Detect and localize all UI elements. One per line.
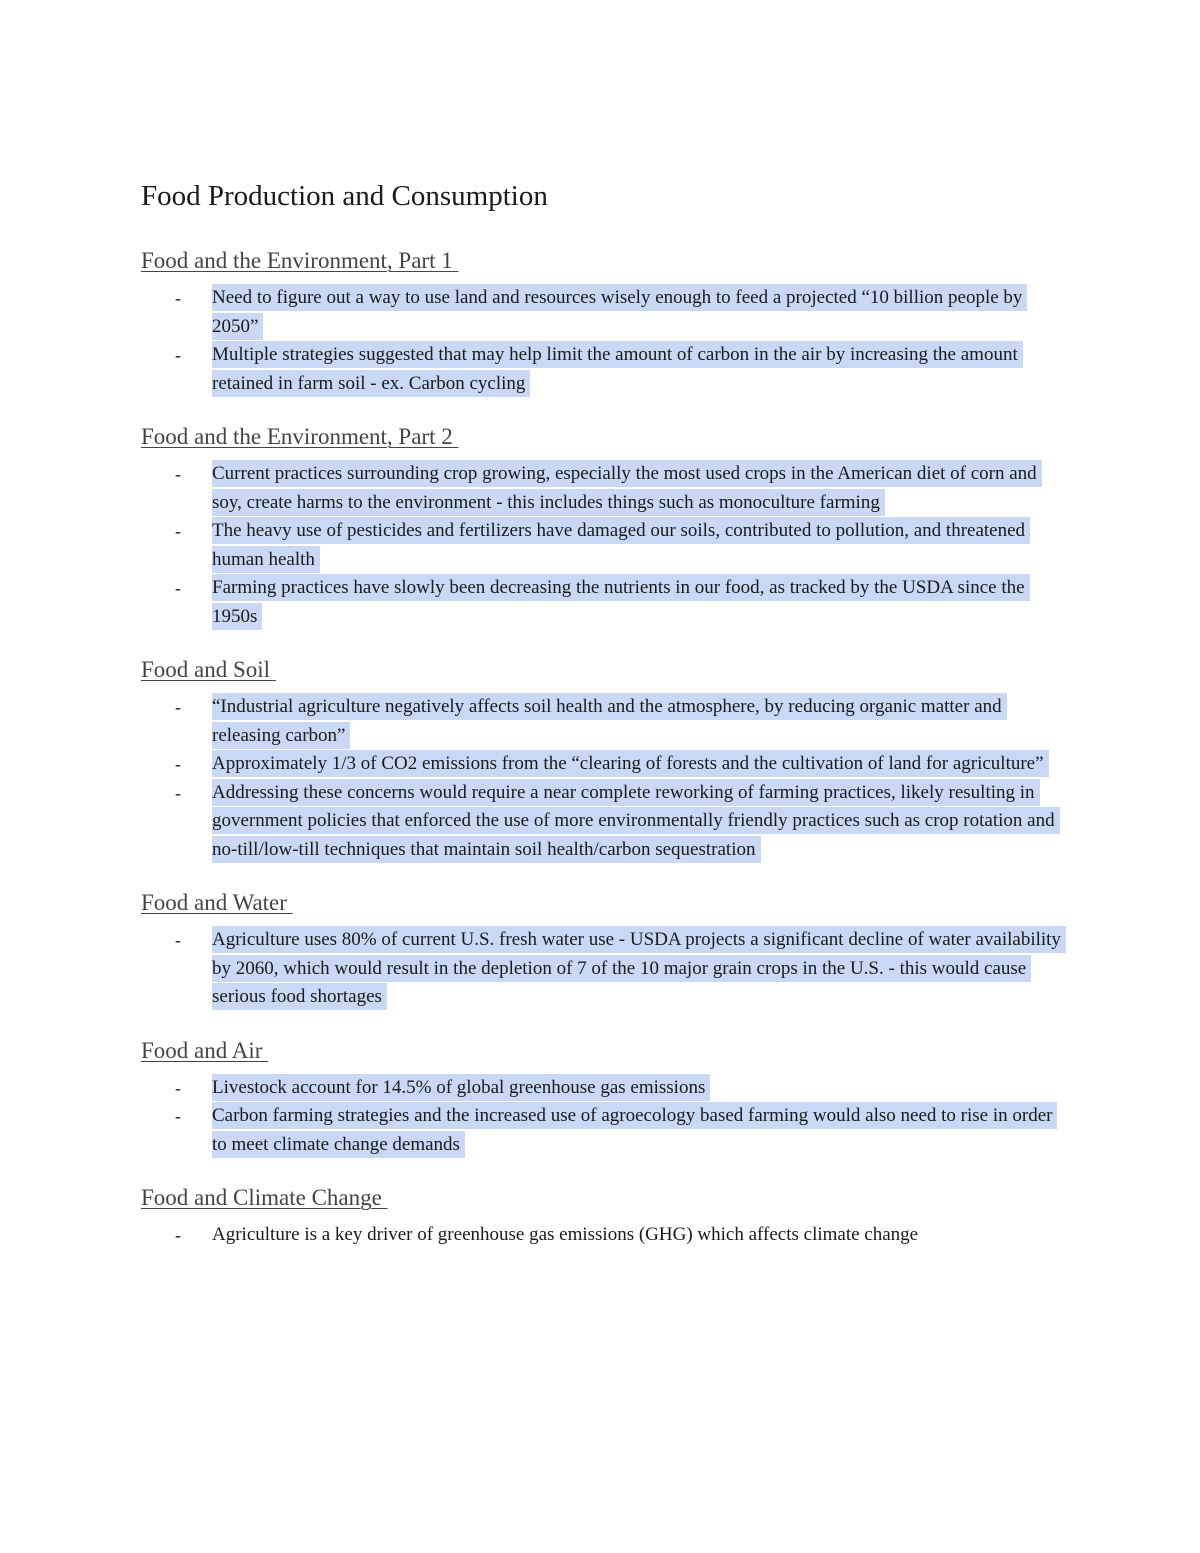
highlighted-text[interactable]: Multiple strategies suggested that may help limit the amount of carbon in the air by increasing the amount retained in farm soil - ex. Carbon cycling bbox=[212, 341, 1023, 397]
bullet-list bbox=[141, 460, 1071, 631]
section-heading: Food and Water bbox=[141, 890, 293, 915]
list-item bbox=[141, 517, 1071, 574]
dash-bullet-icon: - bbox=[175, 345, 181, 365]
section-heading: Food and Climate Change bbox=[141, 1185, 388, 1210]
section-food-and-climate-change bbox=[141, 1183, 1071, 1250]
bullet-text[interactable]: Agriculture is a key driver of greenhouse gas emissions (GHG) which affects climate change bbox=[212, 1224, 919, 1245]
section-food-and-soil bbox=[141, 655, 1071, 864]
document-title: Food Production and Consumption bbox=[141, 180, 548, 212]
section-heading: Food and the Environment, Part 1 bbox=[141, 248, 459, 273]
highlighted-text[interactable]: “Industrial agriculture negatively affects soil health and the atmosphere, by reducing organic matter and releasing carbon” bbox=[212, 693, 1007, 749]
dash-bullet-icon: - bbox=[175, 930, 181, 950]
section-environment-part-1 bbox=[141, 246, 1071, 398]
section-food-and-water bbox=[141, 888, 1071, 1012]
bullet-list bbox=[141, 693, 1071, 864]
highlighted-text[interactable]: Need to figure out a way to use land and resources wisely enough to feed a projected “10 billion people by 2050” bbox=[212, 284, 1027, 340]
dash-bullet-icon: - bbox=[175, 1106, 181, 1126]
dash-bullet-icon: - bbox=[175, 578, 181, 598]
section-food-and-air bbox=[141, 1036, 1071, 1160]
list-item bbox=[141, 574, 1071, 631]
list-item bbox=[141, 1074, 1071, 1103]
list-item bbox=[141, 1102, 1071, 1159]
list-item bbox=[141, 460, 1071, 517]
highlighted-text[interactable]: Farming practices have slowly been decreasing the nutrients in our food, as tracked by the USDA since the 1950s bbox=[212, 574, 1030, 630]
highlighted-text[interactable]: Addressing these concerns would require a near complete reworking of farming practices, likely resulting in government policies that enforced the use of more environmentally friendly practices such as crop rotation and no-till/low-till techniques that maintain soil health/carbon sequestration bbox=[212, 779, 1060, 863]
section-heading: Food and Air bbox=[141, 1037, 269, 1063]
list-item bbox=[141, 284, 1071, 341]
list-item bbox=[141, 341, 1071, 398]
dash-bullet-icon: - bbox=[175, 288, 181, 308]
dash-bullet-icon: - bbox=[175, 754, 181, 774]
list-item bbox=[141, 693, 1071, 750]
bullet-list bbox=[141, 926, 1071, 1012]
dash-bullet-icon: - bbox=[175, 697, 181, 717]
section-heading: Food and the Environment, Part 2 bbox=[141, 424, 459, 449]
highlighted-text[interactable]: Agriculture uses 80% of current U.S. fresh water use - USDA projects a significant decline of water availability by 2060, which would result in the depletion of 7 of the 10 major grain crops in the U.S. - this would cause serious food shortages bbox=[212, 926, 1066, 1010]
bullet-list bbox=[141, 1221, 1071, 1250]
highlighted-text[interactable]: Current practices surrounding crop growing, especially the most used crops in the American diet of corn and soy, create harms to the environment - this includes things such as monoculture farming bbox=[212, 460, 1042, 516]
list-item bbox=[141, 750, 1071, 779]
bullet-list bbox=[141, 284, 1071, 398]
bullet-list bbox=[141, 1074, 1071, 1160]
highlighted-text[interactable]: Approximately 1/3 of CO2 emissions from the “clearing of forests and the cultivation of land for agriculture” bbox=[212, 750, 1049, 777]
highlighted-text[interactable]: Livestock account for 14.5% of global greenhouse gas emissions bbox=[212, 1074, 710, 1101]
highlighted-text[interactable]: The heavy use of pesticides and fertilizers have damaged our soils, contributed to pollution, and threatened human health bbox=[212, 517, 1030, 573]
list-item bbox=[141, 779, 1071, 865]
list-item bbox=[141, 1221, 1071, 1250]
dash-bullet-icon: - bbox=[175, 782, 181, 803]
list-item bbox=[141, 926, 1071, 1012]
document-page bbox=[141, 170, 1071, 1274]
section-environment-part-2 bbox=[141, 422, 1071, 631]
dash-bullet-icon: - bbox=[175, 1225, 181, 1245]
highlighted-text[interactable]: Carbon farming strategies and the increased use of agroecology based farming would also need to rise in order to meet climate change demands bbox=[212, 1102, 1057, 1158]
dash-bullet-icon: - bbox=[175, 1077, 181, 1098]
section-heading: Food and Soil bbox=[141, 657, 276, 682]
dash-bullet-icon: - bbox=[175, 464, 181, 484]
dash-bullet-icon: - bbox=[175, 521, 181, 541]
